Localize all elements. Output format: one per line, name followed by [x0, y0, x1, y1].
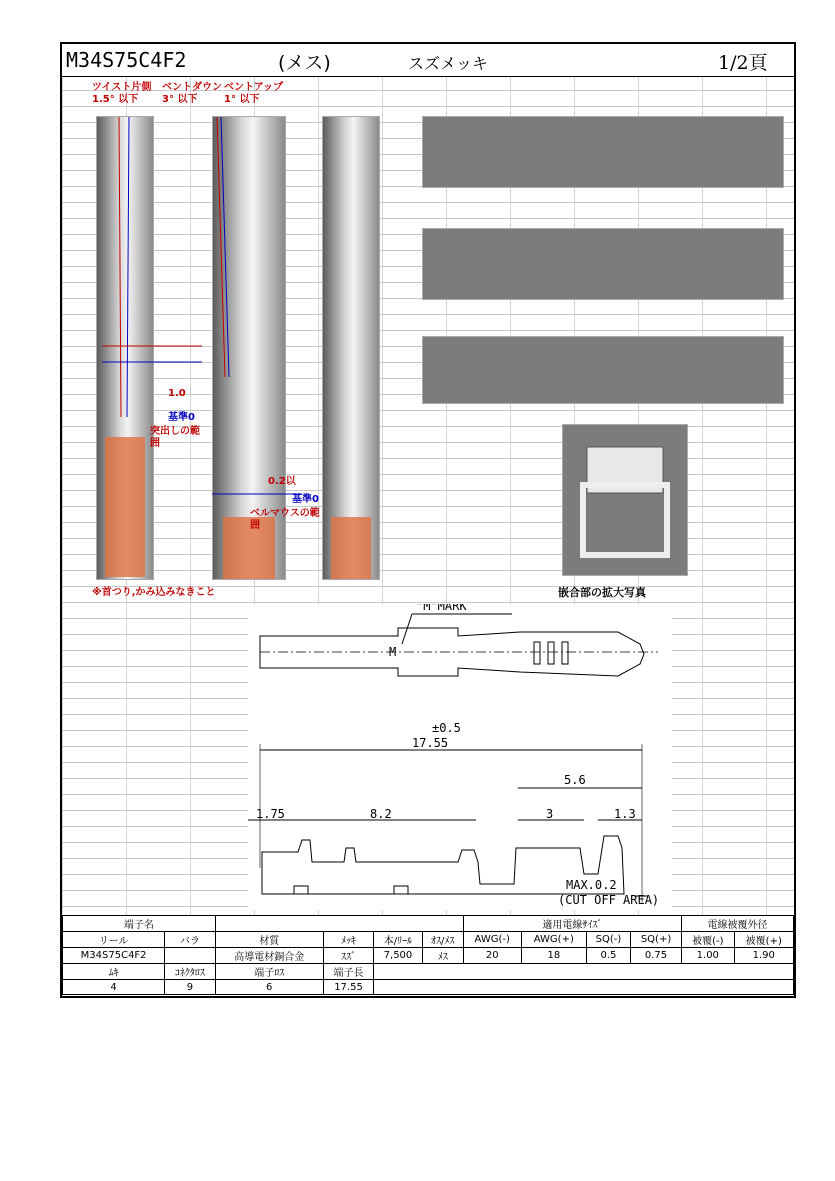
gender-label: (メス) [278, 52, 331, 74]
twist-annotation [92, 82, 151, 106]
sub-column-header: ﾑｷ [63, 964, 165, 980]
dim-1-3-label: 1.3 [614, 807, 636, 821]
terminal-photo-bottom-view [322, 116, 380, 580]
protrusion-value: 1.0 [168, 388, 186, 399]
sub-column-header: 端子ﾛｽ [215, 964, 323, 980]
sheet-header [62, 44, 794, 77]
sub-column-header: ｺﾈｸﾀﾛｽ [165, 964, 215, 980]
terminal-photo-bottom-horizontal [422, 336, 784, 404]
table-cell: 高導電材銅合金 [215, 948, 323, 964]
bellmouth-value: 0.2以 [268, 476, 296, 487]
table-cell: 20 [463, 948, 521, 964]
sub-column-header: 端子長 [323, 964, 373, 980]
column-header: バラ [165, 932, 215, 948]
twist-value: 1.5° 以下 [92, 94, 139, 105]
table-cell: 1.90 [734, 948, 793, 964]
plating-label: スズメッキ [408, 54, 489, 73]
column-header: 材質 [215, 932, 323, 948]
column-header: リール [63, 932, 165, 948]
dim-3-label: 3 [546, 807, 554, 821]
bend-down-annotation [162, 82, 222, 106]
dim-8-2-label: 8.2 [370, 807, 392, 821]
sub-table-cell: 17.55 [323, 980, 373, 995]
outer-diameter-header: 電線被覆外径 [682, 916, 794, 932]
bend-down-value: 3° 以下 [162, 94, 198, 105]
m-mark-label: "M"MARK [416, 604, 467, 613]
tolerance-label: ±0.5 [432, 721, 461, 735]
crimp-note: ※首つり,かみ込みなきこと [92, 587, 216, 598]
column-header: ﾒｯｷ [323, 932, 373, 948]
closeup-contact-shape [563, 425, 687, 575]
sub-table-cell: 4 [63, 980, 165, 995]
bend-up-value: 1° 以下 [224, 94, 260, 105]
sub-table-cell: 9 [165, 980, 215, 995]
table-cell [165, 948, 215, 964]
spec-table [62, 915, 794, 995]
m-mark-letter: M [389, 645, 397, 659]
table-cell: ｽｽﾞ [323, 948, 373, 964]
table-cell: 0.5 [586, 948, 630, 964]
table-row [63, 948, 794, 964]
reference-zero-right: 基準0 [292, 494, 319, 505]
sub-header-row [63, 964, 794, 980]
page-number: 1/2頁 [718, 52, 768, 74]
sub-table-row [63, 980, 794, 995]
part-code: M34S75C4F2 [66, 48, 187, 72]
dim-1-75-label: 1.75 [256, 807, 285, 821]
terminal-drawing-svg [248, 604, 672, 910]
dim-5-6-label: 5.6 [564, 773, 586, 787]
column-header: ｵｽ/ﾒｽ [422, 932, 463, 948]
column-header: SQ(+) [631, 932, 682, 948]
table-cell: 7,500 [374, 948, 423, 964]
column-header: AWG(+) [521, 932, 586, 948]
reference-zero-left: 基準0 [168, 412, 195, 423]
table-cell: 18 [521, 948, 586, 964]
bottom-view-wire [323, 117, 379, 579]
terminal-photo-side-horizontal [422, 228, 784, 300]
dimension-drawing [248, 604, 672, 910]
column-header: 被覆(+) [734, 932, 793, 948]
column-header: AWG(-) [463, 932, 521, 948]
spec-sheet [60, 42, 796, 998]
column-header: 被覆(-) [682, 932, 735, 948]
bellmouth-range: ベルマウスの範囲 [250, 508, 320, 531]
blank-cell [374, 964, 794, 980]
column-header: 本/ﾘｰﾙ [374, 932, 423, 948]
column-header: SQ(-) [586, 932, 630, 948]
cutoff-label: (CUT OFF AREA) [558, 893, 660, 907]
table-cell: 1.00 [682, 948, 735, 964]
twist-label: ツイスト片側 [92, 82, 152, 93]
total-length-label: 17.55 [412, 736, 449, 750]
bend-down-label: ベントダウン [162, 82, 222, 93]
bend-up-label: ベントアップ [224, 82, 283, 93]
table-cell: M34S75C4F2 [63, 948, 165, 964]
table-cell: 0.75 [631, 948, 682, 964]
applicable-wire-header: 適用電線ｻｲｽﾞ [463, 916, 681, 932]
bend-up-annotation [224, 82, 283, 106]
protrusion-range: 突出しの範囲 [150, 426, 200, 449]
terminal-photo-top-horizontal [422, 116, 784, 188]
blank-header [215, 916, 463, 932]
mating-part-closeup-photo [562, 424, 688, 576]
sub-table-cell: 6 [215, 980, 323, 995]
max-label: MAX.0.2 [566, 878, 617, 892]
terminal-name-header: 端子名 [63, 916, 216, 932]
column-header-row [63, 932, 794, 948]
closeup-caption: 嵌合部の拡大写真 [558, 586, 646, 599]
blank-cell [374, 980, 794, 995]
table-cell: ﾒｽ [422, 948, 463, 964]
